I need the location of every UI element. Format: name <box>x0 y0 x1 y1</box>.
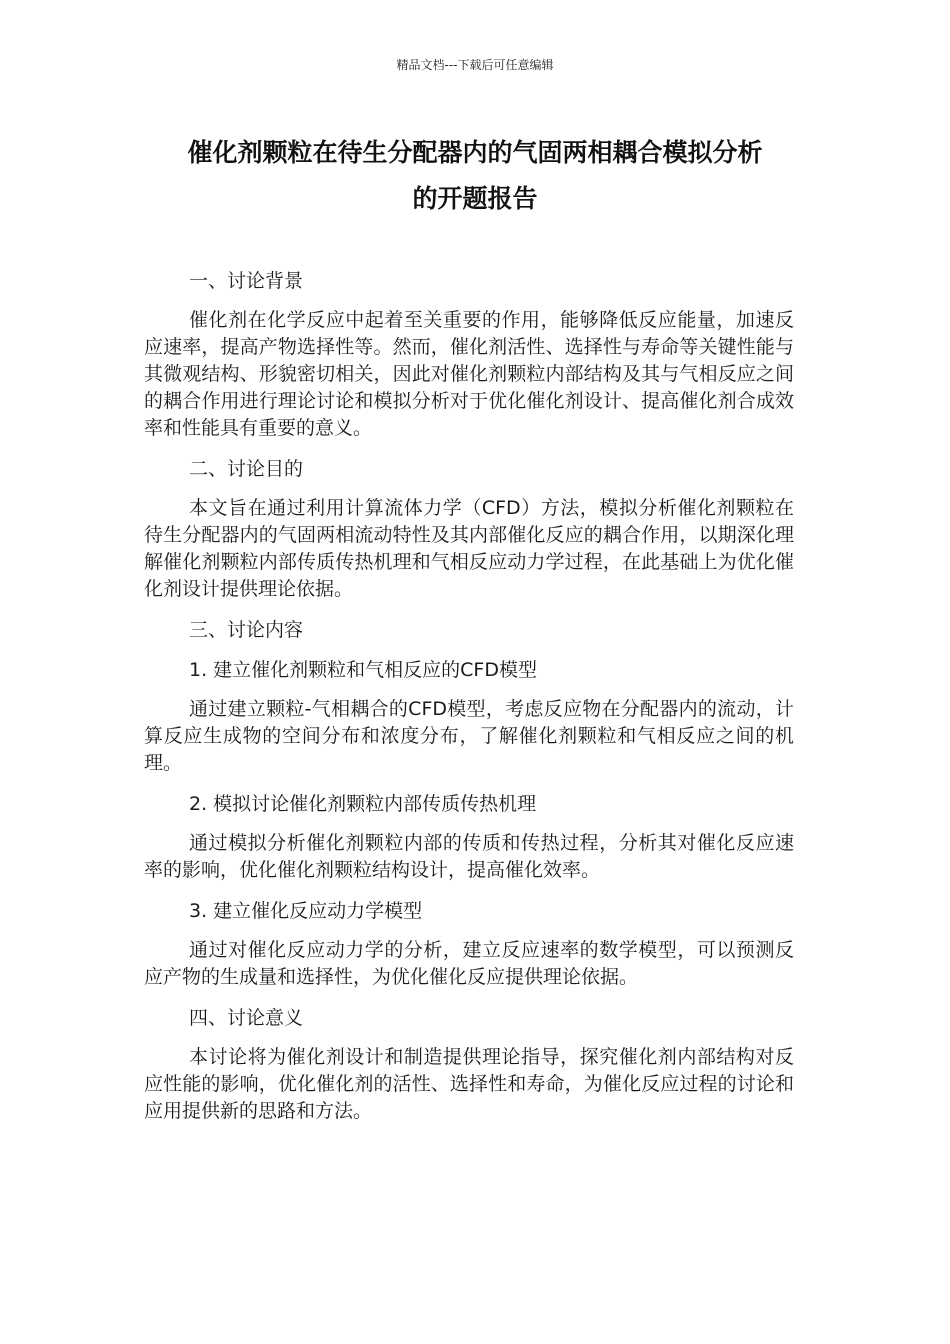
paragraph-purpose: 本文旨在通过利用计算流体力学（CFD）方法，模拟分析催化剂颗粒在待生分配器内的气固两相流动特性及其内部催化反应的耦合作用，以期深化理解催化剂颗粒内部传质传热机理和气相反应动力学过程，在此基础上为优化催化剂设计提供理论依据。 <box>144 497 794 600</box>
paragraph-mass-heat-transfer: 通过模拟分析催化剂颗粒内部的传质和传热过程，分析其对催化反应速率的影响，优化催化剂颗粒结构设计，提高催化效率。 <box>144 832 794 881</box>
title-line-1: 催化剂颗粒在待生分配器内的气固两相耦合模拟分析 <box>187 138 763 167</box>
subsection-heading-mass-heat-transfer: 2. 模拟讨论催化剂颗粒内部传质传热机理 <box>189 793 537 815</box>
paragraph-cfd-model: 通过建立颗粒-气相耦合的CFD模型，考虑反应物在分配器内的流动，计算反应生成物的空间分布和浓度分布，了解催化剂颗粒和气相反应之间的机理。 <box>144 698 794 774</box>
paragraph-background: 催化剂在化学反应中起着至关重要的作用，能够降低反应能量，加速反应速率，提高产物选择性等。然而，催化剂活性、选择性与寿命等关键性能与其微观结构、形貌密切相关，因此对催化剂颗粒内部结构及其与气相反应之间的耦合作用进行理论讨论和模拟分析对于优化催化剂设计、提高催化剂合成效率和性能具有重要的意义。 <box>144 309 794 439</box>
section-heading-background: 一、讨论背景 <box>189 270 304 292</box>
section-heading-purpose: 二、讨论目的 <box>189 458 304 480</box>
paragraph-kinetics-model: 通过对催化反应动力学的分析，建立反应速率的数学模型，可以预测反应产物的生成量和选择性，为优化催化反应提供理论依据。 <box>144 939 794 988</box>
document-title <box>120 130 830 222</box>
subsection-heading-cfd-model: 1. 建立催化剂颗粒和气相反应的CFD模型 <box>189 659 537 681</box>
paragraph-significance: 本讨论将为催化剂设计和制造提供理论指导，探究催化剂内部结构对反应性能的影响，优化催化剂的活性、选择性和寿命，为催化反应过程的讨论和应用提供新的思路和方法。 <box>144 1046 794 1122</box>
section-heading-content: 三、讨论内容 <box>189 619 304 641</box>
subsection-heading-kinetics-model: 3. 建立催化反应动力学模型 <box>189 900 423 922</box>
section-heading-significance: 四、讨论意义 <box>189 1007 304 1029</box>
document-body <box>144 267 794 1138</box>
title-line-2: 的开题报告 <box>412 184 538 213</box>
header-note: 精品文档---下载后可任意编辑 <box>396 58 554 72</box>
